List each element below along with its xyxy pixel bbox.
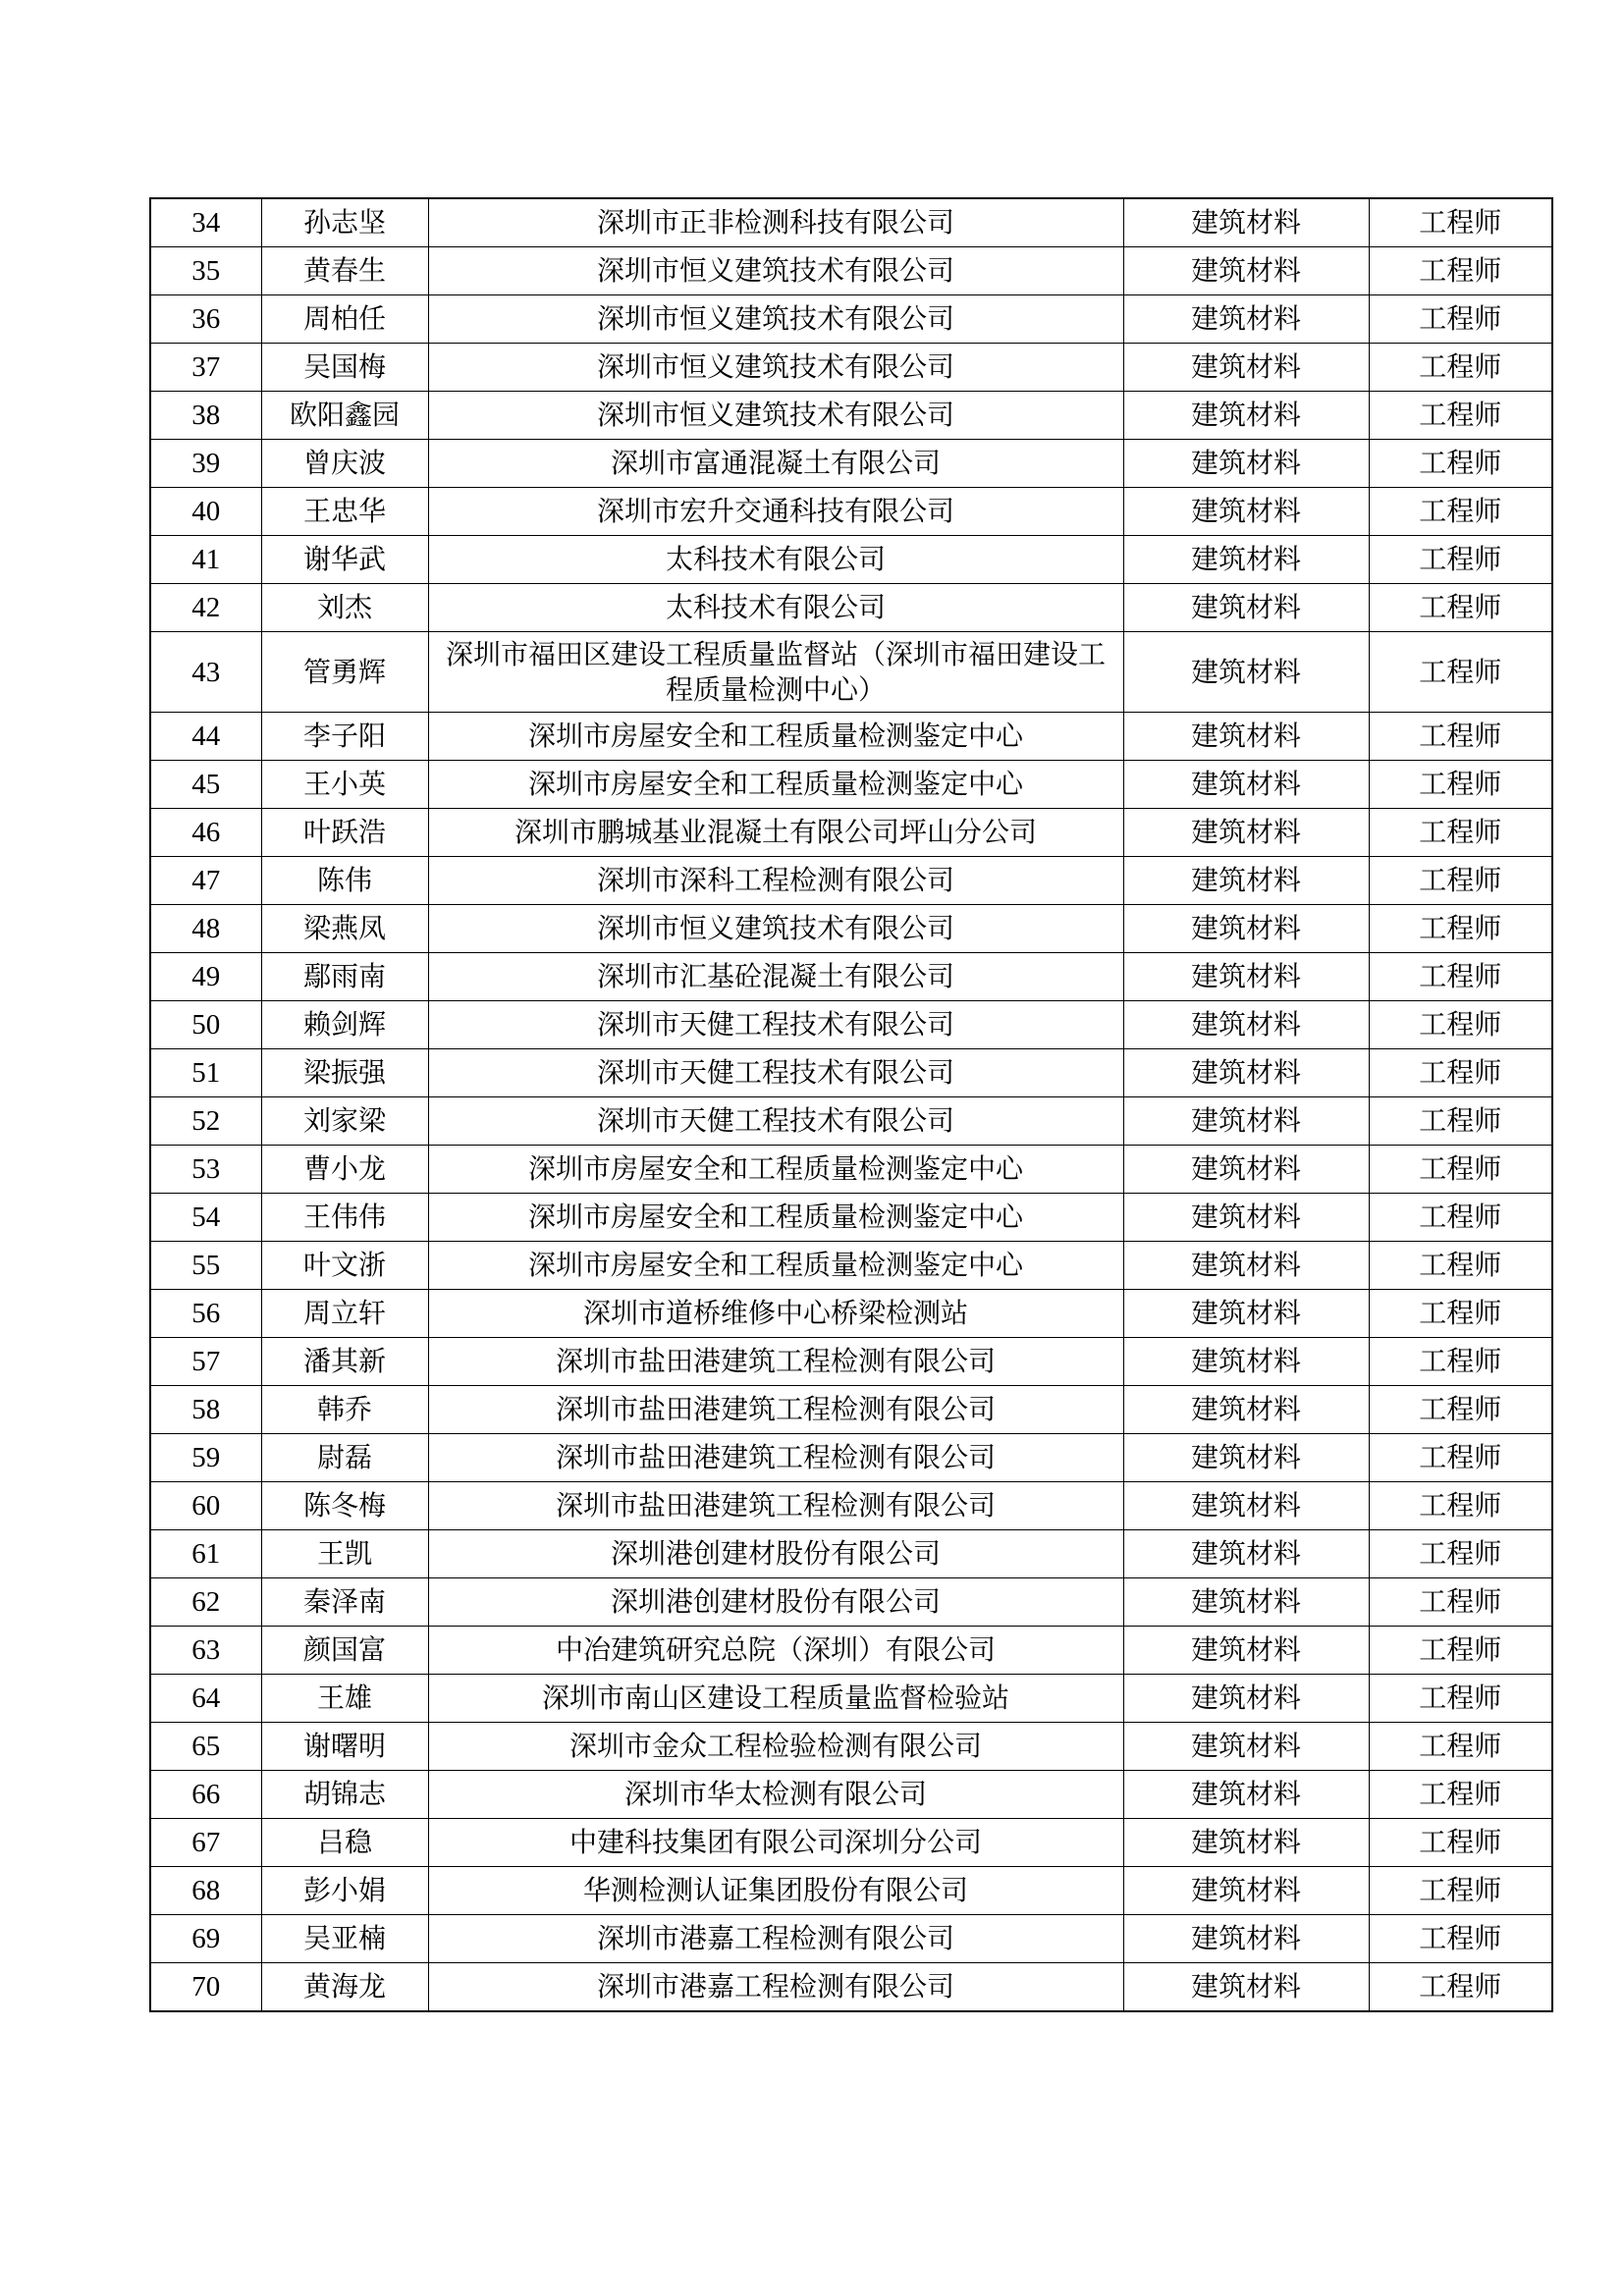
person-name: 刘家梁 — [261, 1097, 428, 1146]
person-name: 黄春生 — [261, 247, 428, 295]
person-name: 曹小龙 — [261, 1146, 428, 1194]
specialty: 建筑材料 — [1123, 1963, 1369, 2012]
job-title: 工程师 — [1369, 1290, 1552, 1338]
organization: 深圳市盐田港建筑工程检测有限公司 — [428, 1482, 1123, 1530]
person-name: 梁燕凤 — [261, 905, 428, 953]
table-row — [150, 809, 1552, 857]
job-title: 工程师 — [1369, 1915, 1552, 1963]
organization: 深圳市盐田港建筑工程检测有限公司 — [428, 1386, 1123, 1434]
row-number: 70 — [150, 1963, 261, 2012]
table-row — [150, 1675, 1552, 1723]
person-name: 吴国梅 — [261, 344, 428, 392]
person-name: 欧阳鑫园 — [261, 392, 428, 440]
table-row — [150, 1482, 1552, 1530]
person-name: 陈伟 — [261, 857, 428, 905]
table-row — [150, 1819, 1552, 1867]
person-name: 曾庆波 — [261, 440, 428, 488]
row-number: 42 — [150, 584, 261, 632]
table-row — [150, 1049, 1552, 1097]
table-row — [150, 295, 1552, 344]
organization: 深圳市宏升交通科技有限公司 — [428, 488, 1123, 536]
person-name: 吕稳 — [261, 1819, 428, 1867]
job-title: 工程师 — [1369, 1146, 1552, 1194]
table-row — [150, 905, 1552, 953]
row-number: 66 — [150, 1771, 261, 1819]
specialty: 建筑材料 — [1123, 1723, 1369, 1771]
row-number: 35 — [150, 247, 261, 295]
job-title: 工程师 — [1369, 247, 1552, 295]
person-name: 胡锦志 — [261, 1771, 428, 1819]
job-title: 工程师 — [1369, 761, 1552, 809]
organization: 深圳市正非检测科技有限公司 — [428, 198, 1123, 247]
person-name: 周立轩 — [261, 1290, 428, 1338]
specialty: 建筑材料 — [1123, 1290, 1369, 1338]
specialty: 建筑材料 — [1123, 1049, 1369, 1097]
personnel-table — [149, 197, 1553, 2012]
job-title: 工程师 — [1369, 344, 1552, 392]
table-row — [150, 1194, 1552, 1242]
table-row — [150, 953, 1552, 1001]
organization: 深圳市天健工程技术有限公司 — [428, 1097, 1123, 1146]
table-row — [150, 1723, 1552, 1771]
table-row — [150, 198, 1552, 247]
row-number: 64 — [150, 1675, 261, 1723]
specialty: 建筑材料 — [1123, 1386, 1369, 1434]
row-number: 61 — [150, 1530, 261, 1578]
person-name: 秦泽南 — [261, 1578, 428, 1627]
person-name: 管勇辉 — [261, 632, 428, 713]
row-number: 40 — [150, 488, 261, 536]
table-row — [150, 1867, 1552, 1915]
job-title: 工程师 — [1369, 1001, 1552, 1049]
row-number: 65 — [150, 1723, 261, 1771]
row-number: 48 — [150, 905, 261, 953]
person-name: 尉磊 — [261, 1434, 428, 1482]
person-name: 颜国富 — [261, 1627, 428, 1675]
row-number: 58 — [150, 1386, 261, 1434]
table-row — [150, 1242, 1552, 1290]
person-name: 赖剑辉 — [261, 1001, 428, 1049]
row-number: 47 — [150, 857, 261, 905]
specialty: 建筑材料 — [1123, 440, 1369, 488]
person-name: 谢华武 — [261, 536, 428, 584]
table-row — [150, 1338, 1552, 1386]
specialty: 建筑材料 — [1123, 713, 1369, 761]
specialty: 建筑材料 — [1123, 1146, 1369, 1194]
specialty: 建筑材料 — [1123, 1001, 1369, 1049]
row-number: 34 — [150, 198, 261, 247]
specialty: 建筑材料 — [1123, 761, 1369, 809]
row-number: 63 — [150, 1627, 261, 1675]
organization: 深圳市华太检测有限公司 — [428, 1771, 1123, 1819]
table-row — [150, 1578, 1552, 1627]
table-row — [150, 584, 1552, 632]
row-number: 49 — [150, 953, 261, 1001]
table-row — [150, 1386, 1552, 1434]
table-row — [150, 632, 1552, 713]
specialty: 建筑材料 — [1123, 1867, 1369, 1915]
job-title: 工程师 — [1369, 1194, 1552, 1242]
specialty: 建筑材料 — [1123, 1915, 1369, 1963]
job-title: 工程师 — [1369, 713, 1552, 761]
organization: 太科技术有限公司 — [428, 536, 1123, 584]
specialty: 建筑材料 — [1123, 536, 1369, 584]
person-name: 韩乔 — [261, 1386, 428, 1434]
specialty: 建筑材料 — [1123, 1194, 1369, 1242]
organization: 深圳市港嘉工程检测有限公司 — [428, 1963, 1123, 2012]
row-number: 46 — [150, 809, 261, 857]
row-number: 57 — [150, 1338, 261, 1386]
person-name: 孙志坚 — [261, 198, 428, 247]
job-title: 工程师 — [1369, 1867, 1552, 1915]
specialty: 建筑材料 — [1123, 584, 1369, 632]
specialty: 建筑材料 — [1123, 857, 1369, 905]
organization: 深圳市房屋安全和工程质量检测鉴定中心 — [428, 713, 1123, 761]
specialty: 建筑材料 — [1123, 809, 1369, 857]
row-number: 69 — [150, 1915, 261, 1963]
specialty: 建筑材料 — [1123, 392, 1369, 440]
table-row — [150, 1001, 1552, 1049]
organization: 深圳市汇基砼混凝土有限公司 — [428, 953, 1123, 1001]
specialty: 建筑材料 — [1123, 905, 1369, 953]
person-name: 王凯 — [261, 1530, 428, 1578]
specialty: 建筑材料 — [1123, 1578, 1369, 1627]
row-number: 52 — [150, 1097, 261, 1146]
organization: 深圳市富通混凝土有限公司 — [428, 440, 1123, 488]
job-title: 工程师 — [1369, 1482, 1552, 1530]
job-title: 工程师 — [1369, 1723, 1552, 1771]
person-name: 刘杰 — [261, 584, 428, 632]
row-number: 43 — [150, 632, 261, 713]
organization: 深圳市恒义建筑技术有限公司 — [428, 247, 1123, 295]
job-title: 工程师 — [1369, 1819, 1552, 1867]
job-title: 工程师 — [1369, 632, 1552, 713]
table-row — [150, 1097, 1552, 1146]
job-title: 工程师 — [1369, 1675, 1552, 1723]
organization: 深圳市盐田港建筑工程检测有限公司 — [428, 1338, 1123, 1386]
person-name: 李子阳 — [261, 713, 428, 761]
specialty: 建筑材料 — [1123, 488, 1369, 536]
organization: 深圳市港嘉工程检测有限公司 — [428, 1915, 1123, 1963]
organization: 华测检测认证集团股份有限公司 — [428, 1867, 1123, 1915]
specialty: 建筑材料 — [1123, 1242, 1369, 1290]
specialty: 建筑材料 — [1123, 1530, 1369, 1578]
organization: 深圳市恒义建筑技术有限公司 — [428, 905, 1123, 953]
table-row — [150, 344, 1552, 392]
job-title: 工程师 — [1369, 392, 1552, 440]
person-name: 吴亚楠 — [261, 1915, 428, 1963]
organization: 深圳市恒义建筑技术有限公司 — [428, 392, 1123, 440]
row-number: 51 — [150, 1049, 261, 1097]
person-name: 梁振强 — [261, 1049, 428, 1097]
table-row — [150, 1530, 1552, 1578]
organization: 中冶建筑研究总院（深圳）有限公司 — [428, 1627, 1123, 1675]
table-row — [150, 392, 1552, 440]
row-number: 38 — [150, 392, 261, 440]
job-title: 工程师 — [1369, 198, 1552, 247]
table-body — [150, 198, 1552, 2011]
row-number: 41 — [150, 536, 261, 584]
row-number: 50 — [150, 1001, 261, 1049]
organization: 深圳市房屋安全和工程质量检测鉴定中心 — [428, 1194, 1123, 1242]
specialty: 建筑材料 — [1123, 198, 1369, 247]
job-title: 工程师 — [1369, 953, 1552, 1001]
person-name: 王忠华 — [261, 488, 428, 536]
organization: 深圳市恒义建筑技术有限公司 — [428, 344, 1123, 392]
person-name: 黄海龙 — [261, 1963, 428, 2012]
specialty: 建筑材料 — [1123, 953, 1369, 1001]
table-row — [150, 247, 1552, 295]
specialty: 建筑材料 — [1123, 1434, 1369, 1482]
person-name: 潘其新 — [261, 1338, 428, 1386]
table-row — [150, 1627, 1552, 1675]
organization: 中建科技集团有限公司深圳分公司 — [428, 1819, 1123, 1867]
specialty: 建筑材料 — [1123, 1627, 1369, 1675]
row-number: 62 — [150, 1578, 261, 1627]
job-title: 工程师 — [1369, 1771, 1552, 1819]
specialty: 建筑材料 — [1123, 632, 1369, 713]
specialty: 建筑材料 — [1123, 344, 1369, 392]
organization: 深圳市房屋安全和工程质量检测鉴定中心 — [428, 1146, 1123, 1194]
person-name: 陈冬梅 — [261, 1482, 428, 1530]
job-title: 工程师 — [1369, 809, 1552, 857]
table-row — [150, 440, 1552, 488]
row-number: 56 — [150, 1290, 261, 1338]
job-title: 工程师 — [1369, 1097, 1552, 1146]
table-row — [150, 1146, 1552, 1194]
person-name: 谢曙明 — [261, 1723, 428, 1771]
job-title: 工程师 — [1369, 536, 1552, 584]
job-title: 工程师 — [1369, 488, 1552, 536]
person-name: 周柏任 — [261, 295, 428, 344]
table-row — [150, 1915, 1552, 1963]
row-number: 60 — [150, 1482, 261, 1530]
organization: 深圳市道桥维修中心桥梁检测站 — [428, 1290, 1123, 1338]
organization: 深圳市恒义建筑技术有限公司 — [428, 295, 1123, 344]
row-number: 55 — [150, 1242, 261, 1290]
job-title: 工程师 — [1369, 905, 1552, 953]
organization: 深圳港创建材股份有限公司 — [428, 1578, 1123, 1627]
specialty: 建筑材料 — [1123, 247, 1369, 295]
table-row — [150, 761, 1552, 809]
organization: 深圳市盐田港建筑工程检测有限公司 — [428, 1434, 1123, 1482]
specialty: 建筑材料 — [1123, 1771, 1369, 1819]
organization: 深圳市天健工程技术有限公司 — [428, 1049, 1123, 1097]
specialty: 建筑材料 — [1123, 1482, 1369, 1530]
job-title: 工程师 — [1369, 584, 1552, 632]
job-title: 工程师 — [1369, 1434, 1552, 1482]
organization: 深圳港创建材股份有限公司 — [428, 1530, 1123, 1578]
organization: 深圳市金众工程检验检测有限公司 — [428, 1723, 1123, 1771]
job-title: 工程师 — [1369, 1578, 1552, 1627]
row-number: 39 — [150, 440, 261, 488]
job-title: 工程师 — [1369, 1963, 1552, 2012]
person-name: 叶跃浩 — [261, 809, 428, 857]
job-title: 工程师 — [1369, 857, 1552, 905]
row-number: 36 — [150, 295, 261, 344]
row-number: 59 — [150, 1434, 261, 1482]
row-number: 45 — [150, 761, 261, 809]
table-row — [150, 1290, 1552, 1338]
job-title: 工程师 — [1369, 295, 1552, 344]
table-row — [150, 1963, 1552, 2012]
row-number: 44 — [150, 713, 261, 761]
organization: 深圳市南山区建设工程质量监督检验站 — [428, 1675, 1123, 1723]
person-name: 王小英 — [261, 761, 428, 809]
specialty: 建筑材料 — [1123, 1097, 1369, 1146]
table-row — [150, 1434, 1552, 1482]
job-title: 工程师 — [1369, 1627, 1552, 1675]
person-name: 王雄 — [261, 1675, 428, 1723]
person-name: 彭小娟 — [261, 1867, 428, 1915]
organization: 深圳市深科工程检测有限公司 — [428, 857, 1123, 905]
specialty: 建筑材料 — [1123, 1675, 1369, 1723]
organization: 深圳市鹏城基业混凝土有限公司坪山分公司 — [428, 809, 1123, 857]
row-number: 68 — [150, 1867, 261, 1915]
job-title: 工程师 — [1369, 1338, 1552, 1386]
row-number: 54 — [150, 1194, 261, 1242]
job-title: 工程师 — [1369, 1049, 1552, 1097]
organization: 深圳市福田区建设工程质量监督站（深圳市福田建设工程质量检测中心） — [428, 632, 1123, 713]
organization: 深圳市房屋安全和工程质量检测鉴定中心 — [428, 1242, 1123, 1290]
specialty: 建筑材料 — [1123, 295, 1369, 344]
person-name: 叶文浙 — [261, 1242, 428, 1290]
person-name: 王伟伟 — [261, 1194, 428, 1242]
row-number: 53 — [150, 1146, 261, 1194]
specialty: 建筑材料 — [1123, 1819, 1369, 1867]
table-row — [150, 713, 1552, 761]
organization: 深圳市房屋安全和工程质量检测鉴定中心 — [428, 761, 1123, 809]
row-number: 37 — [150, 344, 261, 392]
table-row — [150, 857, 1552, 905]
organization: 深圳市天健工程技术有限公司 — [428, 1001, 1123, 1049]
organization: 太科技术有限公司 — [428, 584, 1123, 632]
job-title: 工程师 — [1369, 1530, 1552, 1578]
job-title: 工程师 — [1369, 1386, 1552, 1434]
row-number: 67 — [150, 1819, 261, 1867]
job-title: 工程师 — [1369, 440, 1552, 488]
specialty: 建筑材料 — [1123, 1338, 1369, 1386]
table-row — [150, 1771, 1552, 1819]
table-row — [150, 536, 1552, 584]
person-name: 鄢雨南 — [261, 953, 428, 1001]
job-title: 工程师 — [1369, 1242, 1552, 1290]
table-row — [150, 488, 1552, 536]
